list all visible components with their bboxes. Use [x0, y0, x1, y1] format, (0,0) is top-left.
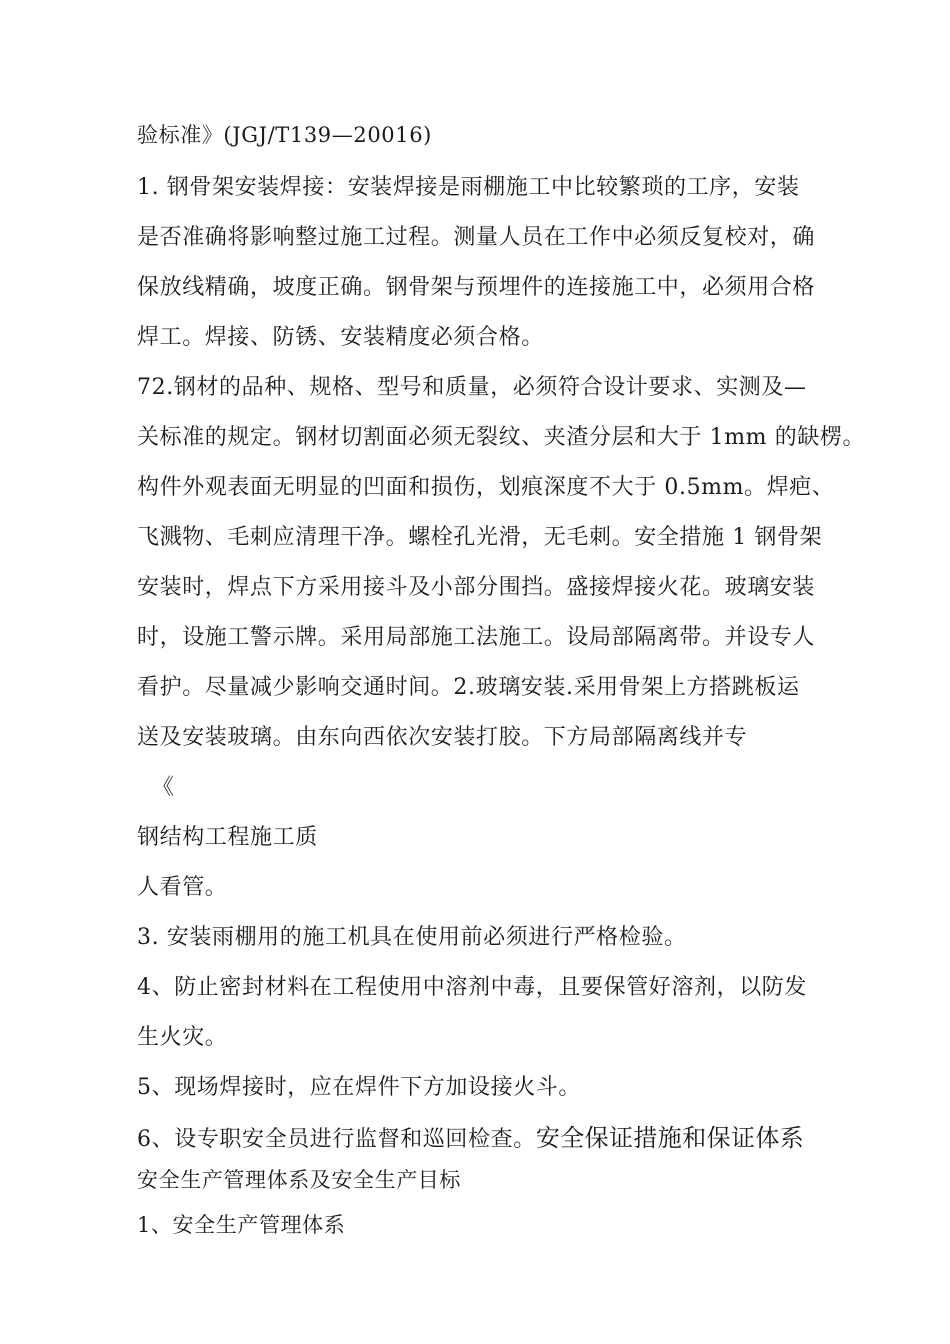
text-line: 送及安装玻璃。由东向西依次安装打胶。下方局部隔离线并专	[137, 725, 748, 750]
text-line: 安装时，焊点下方采用接斗及小部分围挡。盛接焊接火花。玻璃安装	[137, 575, 816, 600]
text-line: 关标准的规定。钢材切割面必须无裂纹、夹渣分层和大于 1mm 的缺楞。	[137, 425, 866, 450]
text-line: 保放线精确，坡度正确。钢骨架与预埋件的连接施工中，必须用合格	[137, 275, 816, 300]
text-line: 生火灾。	[137, 1025, 228, 1050]
section-subheading-1: 1、安全生产管理体系	[137, 1213, 346, 1237]
text-line: 飞溅物、毛刺应清理干净。螺栓孔光滑，无毛刺。安全措施 1 钢骨架	[137, 525, 823, 550]
text-line-standard-ref: 验标准》(JGJ/T139—20016)	[137, 123, 432, 147]
text-line: 构件外观表面无明显的凹面和损伤，划痕深度不大于 0.5mm。焊疤、	[137, 475, 835, 500]
item-6-text: 6、设专职安全员进行监督和巡回检查。	[137, 1127, 536, 1152]
text-line: 焊工。焊接、防锈、安装精度必须合格。	[137, 325, 544, 350]
text-line-item-3: 3. 安装雨棚用的施工机具在使用前必须进行严格检验。	[137, 925, 687, 950]
quote-mark: 《	[152, 775, 175, 800]
text-line: 时，设施工警示牌。采用局部施工法施工。设局部隔离带。并设专人	[137, 625, 816, 650]
text-line-item-5: 5、现场焊接时，应在焊件下方加设接火斗。	[137, 1075, 581, 1100]
text-line-fragment: 钢结构工程施工质	[137, 825, 318, 850]
text-line-item-1: 1. 钢骨架安装焊接：安装焊接是雨棚施工中比较繁琐的工序，安装	[137, 175, 800, 200]
section-heading-safety-measures: 安全保证措施和保证体系	[535, 1124, 805, 1152]
text-line: 是否准确将影响整过施工过程。测量人员在工作中必须反复校对，确	[137, 225, 816, 250]
text-line: 人看管。	[137, 875, 228, 900]
text-line-item-72: 72.钢材的品种、规格、型号和质量，必须符合设计要求、实测及—	[137, 375, 807, 400]
text-line-item-4: 4、防止密封材料在工程使用中溶剂中毒，且要保管好溶剂，以防发	[137, 975, 807, 1000]
text-line-item-6	[137, 1125, 804, 1153]
section-subheading: 安全生产管理体系及安全生产目标	[137, 1168, 461, 1192]
text-line: 看护。尽量减少影响交通时间。2.玻璃安装.采用骨架上方搭跳板运	[137, 675, 800, 700]
